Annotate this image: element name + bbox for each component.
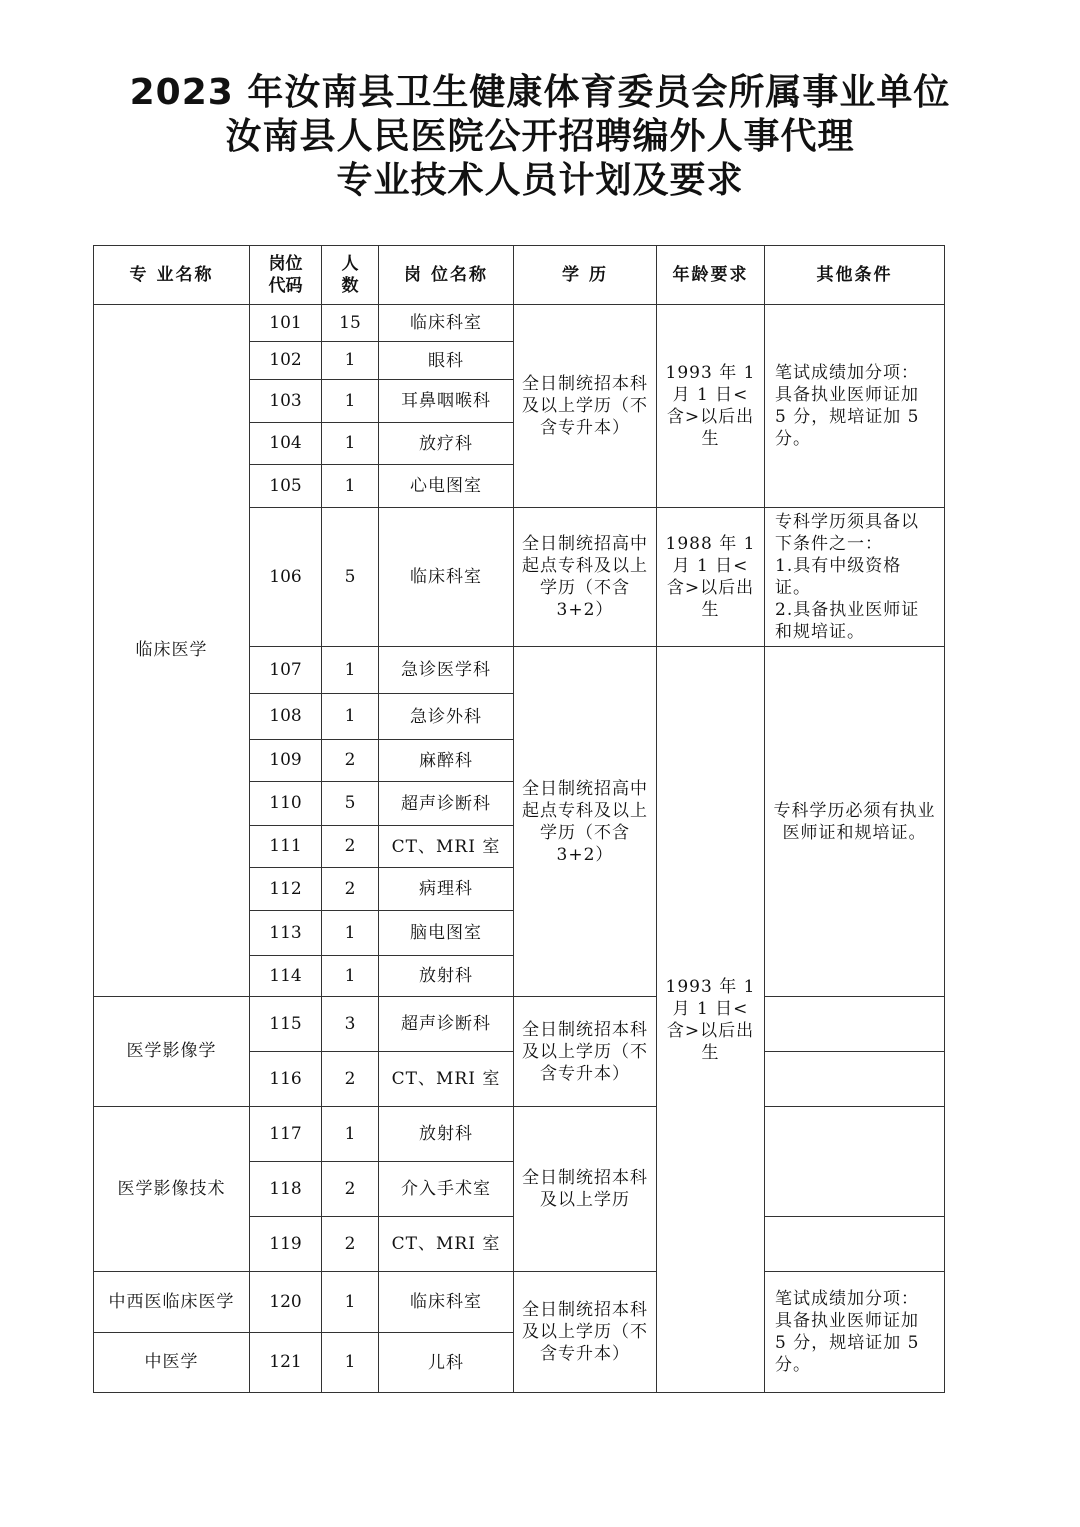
- position-cell: 临床科室: [379, 508, 514, 647]
- code-cell: 101: [250, 305, 322, 342]
- position-cell: 麻醉科: [379, 740, 514, 782]
- education-cell: 全日制统招高中起点专科及以上学历（不含 3+2）: [514, 508, 657, 647]
- major-cell: 中医学: [94, 1333, 250, 1393]
- count-cell: 15: [322, 305, 379, 342]
- other-cell-empty: [765, 1052, 945, 1107]
- page-title-line-2: 汝南县人民医院公开招聘编外人事代理: [225, 116, 855, 157]
- count-cell: 2: [322, 826, 379, 868]
- other-cell: 专科学历必须有执业医师证和规培证。: [765, 647, 945, 997]
- count-cell: 2: [322, 868, 379, 911]
- code-cell: 108: [250, 694, 322, 740]
- code-cell: 114: [250, 956, 322, 997]
- code-cell: 106: [250, 508, 322, 647]
- page-title-line-1: 2023 年汝南县卫生健康体育委员会所属事业单位: [129, 72, 951, 113]
- table-row: [94, 305, 945, 342]
- header-education: 学 历: [514, 246, 657, 305]
- header-position: 岗 位名称: [379, 246, 514, 305]
- education-cell: 全日制统招高中起点专科及以上学历（不含 3+2）: [514, 647, 657, 997]
- position-cell: 超声诊断科: [379, 782, 514, 826]
- position-cell: 眼科: [379, 342, 514, 380]
- other-cell-empty: [765, 997, 945, 1052]
- count-cell: 2: [322, 1162, 379, 1217]
- code-cell: 118: [250, 1162, 322, 1217]
- count-cell: 1: [322, 694, 379, 740]
- count-cell: 3: [322, 997, 379, 1052]
- position-cell: 放射科: [379, 1107, 514, 1162]
- position-cell: 临床科室: [379, 305, 514, 342]
- count-cell: 1: [322, 911, 379, 956]
- position-cell: 超声诊断科: [379, 997, 514, 1052]
- code-cell: 121: [250, 1333, 322, 1393]
- code-cell: 116: [250, 1052, 322, 1107]
- other-cell-empty: [765, 1217, 945, 1272]
- table-row: [94, 1107, 945, 1162]
- position-cell: 脑电图室: [379, 911, 514, 956]
- code-cell: 109: [250, 740, 322, 782]
- recruitment-table: [93, 245, 945, 1393]
- count-cell: 2: [322, 1052, 379, 1107]
- count-cell: 2: [322, 1217, 379, 1272]
- code-cell: 115: [250, 997, 322, 1052]
- table-row: [94, 1272, 945, 1333]
- header-count: 人 数: [322, 246, 379, 305]
- count-cell: 1: [322, 647, 379, 694]
- code-cell: 117: [250, 1107, 322, 1162]
- position-cell: 介入手术室: [379, 1162, 514, 1217]
- count-cell: 1: [322, 380, 379, 423]
- major-cell: 医学影像学: [94, 997, 250, 1107]
- position-cell: 急诊医学科: [379, 647, 514, 694]
- position-cell: CT、MRI 室: [379, 1052, 514, 1107]
- count-cell: 1: [322, 1333, 379, 1393]
- count-cell: 1: [322, 1107, 379, 1162]
- education-cell: 全日制统招本科及以上学历（不含专升本）: [514, 305, 657, 508]
- code-cell: 102: [250, 342, 322, 380]
- table-row: [94, 997, 945, 1052]
- major-cell: 临床医学: [94, 305, 250, 997]
- education-cell: 全日制统招本科及以上学历（不含专升本）: [514, 1272, 657, 1393]
- code-cell: 110: [250, 782, 322, 826]
- position-cell: 放疗科: [379, 423, 514, 465]
- code-cell: 119: [250, 1217, 322, 1272]
- code-cell: 104: [250, 423, 322, 465]
- position-cell: CT、MRI 室: [379, 1217, 514, 1272]
- position-cell: 放射科: [379, 956, 514, 997]
- count-cell: 1: [322, 423, 379, 465]
- count-cell: 5: [322, 508, 379, 647]
- code-cell: 111: [250, 826, 322, 868]
- page-title-line-3: 专业技术人员计划及要求: [336, 160, 744, 201]
- count-cell: 5: [322, 782, 379, 826]
- code-cell: 120: [250, 1272, 322, 1333]
- position-cell: CT、MRI 室: [379, 826, 514, 868]
- code-cell: 103: [250, 380, 322, 423]
- count-cell: 1: [322, 342, 379, 380]
- position-cell: 病理科: [379, 868, 514, 911]
- position-cell: 耳鼻咽喉科: [379, 380, 514, 423]
- header-age: 年龄要求: [657, 246, 765, 305]
- education-cell: 全日制统招本科及以上学历: [514, 1107, 657, 1272]
- code-cell: 105: [250, 465, 322, 508]
- other-cell: 笔试成绩加分项：具备执业医师证加 5 分，规培证加 5 分。: [765, 1272, 945, 1393]
- code-cell: 107: [250, 647, 322, 694]
- age-cell: 1988 年 1 月 1 日<含>以后出生: [657, 508, 765, 647]
- age-cell: 1993 年 1 月 1 日<含>以后出生: [657, 647, 765, 1393]
- position-cell: 临床科室: [379, 1272, 514, 1333]
- position-cell: 心电图室: [379, 465, 514, 508]
- code-cell: 113: [250, 911, 322, 956]
- code-cell: 112: [250, 868, 322, 911]
- major-cell: 医学影像技术: [94, 1107, 250, 1272]
- other-cell: 专科学历须具备以下条件之一： 1.具有中级资格证。 2.具备执业医师证和规培证。: [765, 508, 945, 647]
- other-cell-empty: [765, 1107, 945, 1217]
- count-cell: 2: [322, 740, 379, 782]
- other-cell: 笔试成绩加分项：具备执业医师证加 5 分，规培证加 5 分。: [765, 305, 945, 508]
- count-cell: 1: [322, 1272, 379, 1333]
- age-cell: 1993 年 1 月 1 日<含>以后出生: [657, 305, 765, 508]
- count-cell: 1: [322, 465, 379, 508]
- major-cell: 中西医临床医学: [94, 1272, 250, 1333]
- header-other: 其他条件: [765, 246, 945, 305]
- position-cell: 急诊外科: [379, 694, 514, 740]
- count-cell: 1: [322, 956, 379, 997]
- header-major: 专 业名称: [94, 246, 250, 305]
- position-cell: 儿科: [379, 1333, 514, 1393]
- header-code: 岗位 代码: [250, 246, 322, 305]
- header-row: [94, 246, 945, 305]
- education-cell: 全日制统招本科及以上学历（不含专升本）: [514, 997, 657, 1107]
